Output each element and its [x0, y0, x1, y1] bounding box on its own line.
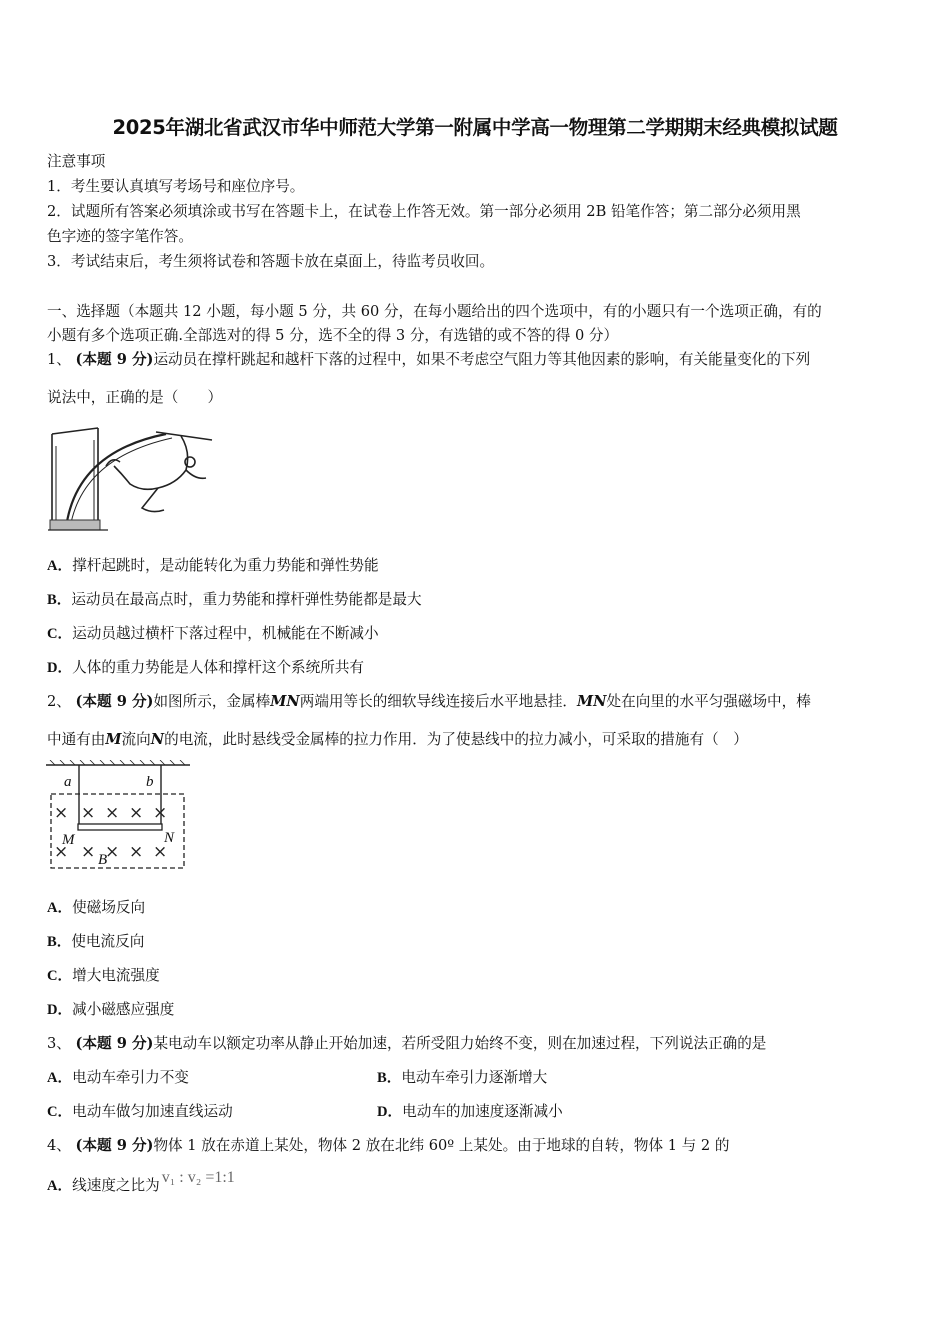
- option-b: B．运动员在最高点时，重力势能和撑杆弹性势能都是最大: [47, 591, 422, 608]
- option-a: A．使磁场反向: [47, 899, 146, 916]
- question-number: 1、: [47, 351, 71, 368]
- option-d: D．电动车的加速度逐渐减小: [377, 1103, 563, 1120]
- question-text: 运动员在撑杆跳起和越杆下落的过程中，如果不考虑空气阻力等其他因素的影响，有关能量变化的下列: [153, 351, 811, 368]
- section-heading: 一、选择题（本题共 12 小题，每小题 5 分，共 60 分，在每小题给出的四个选项中，有的小题只有一个选项正确，有的: [47, 303, 822, 320]
- field-cross: ×: [54, 803, 69, 823]
- option-b: B．使电流反向: [47, 933, 145, 950]
- question-3-line: [47, 1034, 766, 1054]
- field-cross: ×: [105, 803, 120, 823]
- question-number: 3、: [47, 1035, 71, 1052]
- label-M: M: [62, 832, 75, 848]
- question-tag: (本题 9 分): [75, 351, 154, 368]
- section-heading-cont: 小题有多个选项正确.全部选对的得 5 分，选不全的得 3 分，有选错的或不答的得 0 分）: [47, 327, 619, 344]
- label-B: B: [98, 852, 108, 868]
- option-d: D．减小磁感应强度: [47, 1001, 175, 1018]
- question-2-line: 2、 (本题 9 分)如图所示，金属棒MN两端用等长的细软导线连接后水平地悬挂．MN处在向里的水平匀强磁场中，棒: [47, 693, 811, 710]
- field-cross: ×: [81, 803, 96, 823]
- label-a: a: [64, 774, 72, 790]
- notice-item: 1．考生要认真填写考场号和座位序号。: [47, 178, 305, 195]
- magnetic-field-figure: [46, 760, 192, 872]
- question-tag: (本题 9 分): [75, 1035, 154, 1052]
- question-2-line: 中通有由M流向N的电流，此时悬线受金属棒的拉力作用．为了使悬线中的拉力减小，可采取的措施有（ ）: [47, 731, 748, 748]
- question-4-line: [47, 1136, 729, 1156]
- label-b: b: [146, 774, 154, 790]
- question-1-line: [47, 350, 810, 370]
- option-c: C．增大电流强度: [47, 967, 160, 984]
- field-cross: ×: [81, 842, 96, 862]
- pole-vault-figure: [46, 422, 218, 532]
- field-cross: ×: [105, 842, 120, 862]
- question-tag: (本题 9 分): [75, 693, 154, 710]
- field-cross: ×: [54, 842, 69, 862]
- question-text: 物体 1 放在赤道上某处，物体 2 放在北纬 60º 上某处。由于地球的自转，物体 1 与 2 的: [153, 1137, 730, 1154]
- question-tag: (本题 9 分): [75, 1137, 154, 1154]
- question-number: 4、: [47, 1137, 71, 1154]
- label-N: N: [164, 830, 175, 846]
- option-a: A．线速度之比为 v₁ : v₂ =1:1: [47, 1169, 235, 1194]
- option-a: A．撑杆起跳时，是动能转化为重力势能和弹性势能: [47, 557, 379, 574]
- notice-item: 3．考试结束后，考生须将试卷和答题卡放在桌面上，待监考员收回。: [47, 253, 495, 270]
- question-text: 某电动车以额定功率从静止开始加速，若所受阻力始终不变，则在加速过程，下列说法正确的是: [153, 1035, 767, 1052]
- field-cross: ×: [129, 803, 144, 823]
- notice-item: 2．试题所有答案必须填涂或书写在答题卡上，在试卷上作答无效。第一部分必须用 2B 铅笔作答；第二部分必须用黑: [47, 203, 801, 220]
- option-a: A．电动车牵引力不变: [47, 1069, 189, 1086]
- notice-item: 色字迹的签字笔作答。: [47, 228, 193, 245]
- question-1-line: 说法中，正确的是（ ）: [47, 389, 223, 406]
- field-cross: ×: [153, 842, 168, 862]
- option-d: D．人体的重力势能是人体和撑杆这个系统所共有: [47, 659, 365, 676]
- velocity-ratio-formula: v₁ : v₂ =1:1: [161, 1169, 235, 1186]
- question-number: 2、: [47, 693, 71, 710]
- field-cross: ×: [153, 803, 168, 823]
- option-c: C．电动车做匀加速直线运动: [47, 1103, 233, 1120]
- notice-heading: 注意事项: [47, 153, 106, 170]
- option-c: C．运动员越过横杆下落过程中，机械能在不断减小: [47, 625, 379, 642]
- exam-title: 2025年湖北省武汉市华中师范大学第一附属中学高一物理第二学期期末经典模拟试题: [112, 116, 838, 139]
- field-cross: ×: [129, 842, 144, 862]
- option-b: B．电动车牵引力逐渐增大: [377, 1069, 548, 1086]
